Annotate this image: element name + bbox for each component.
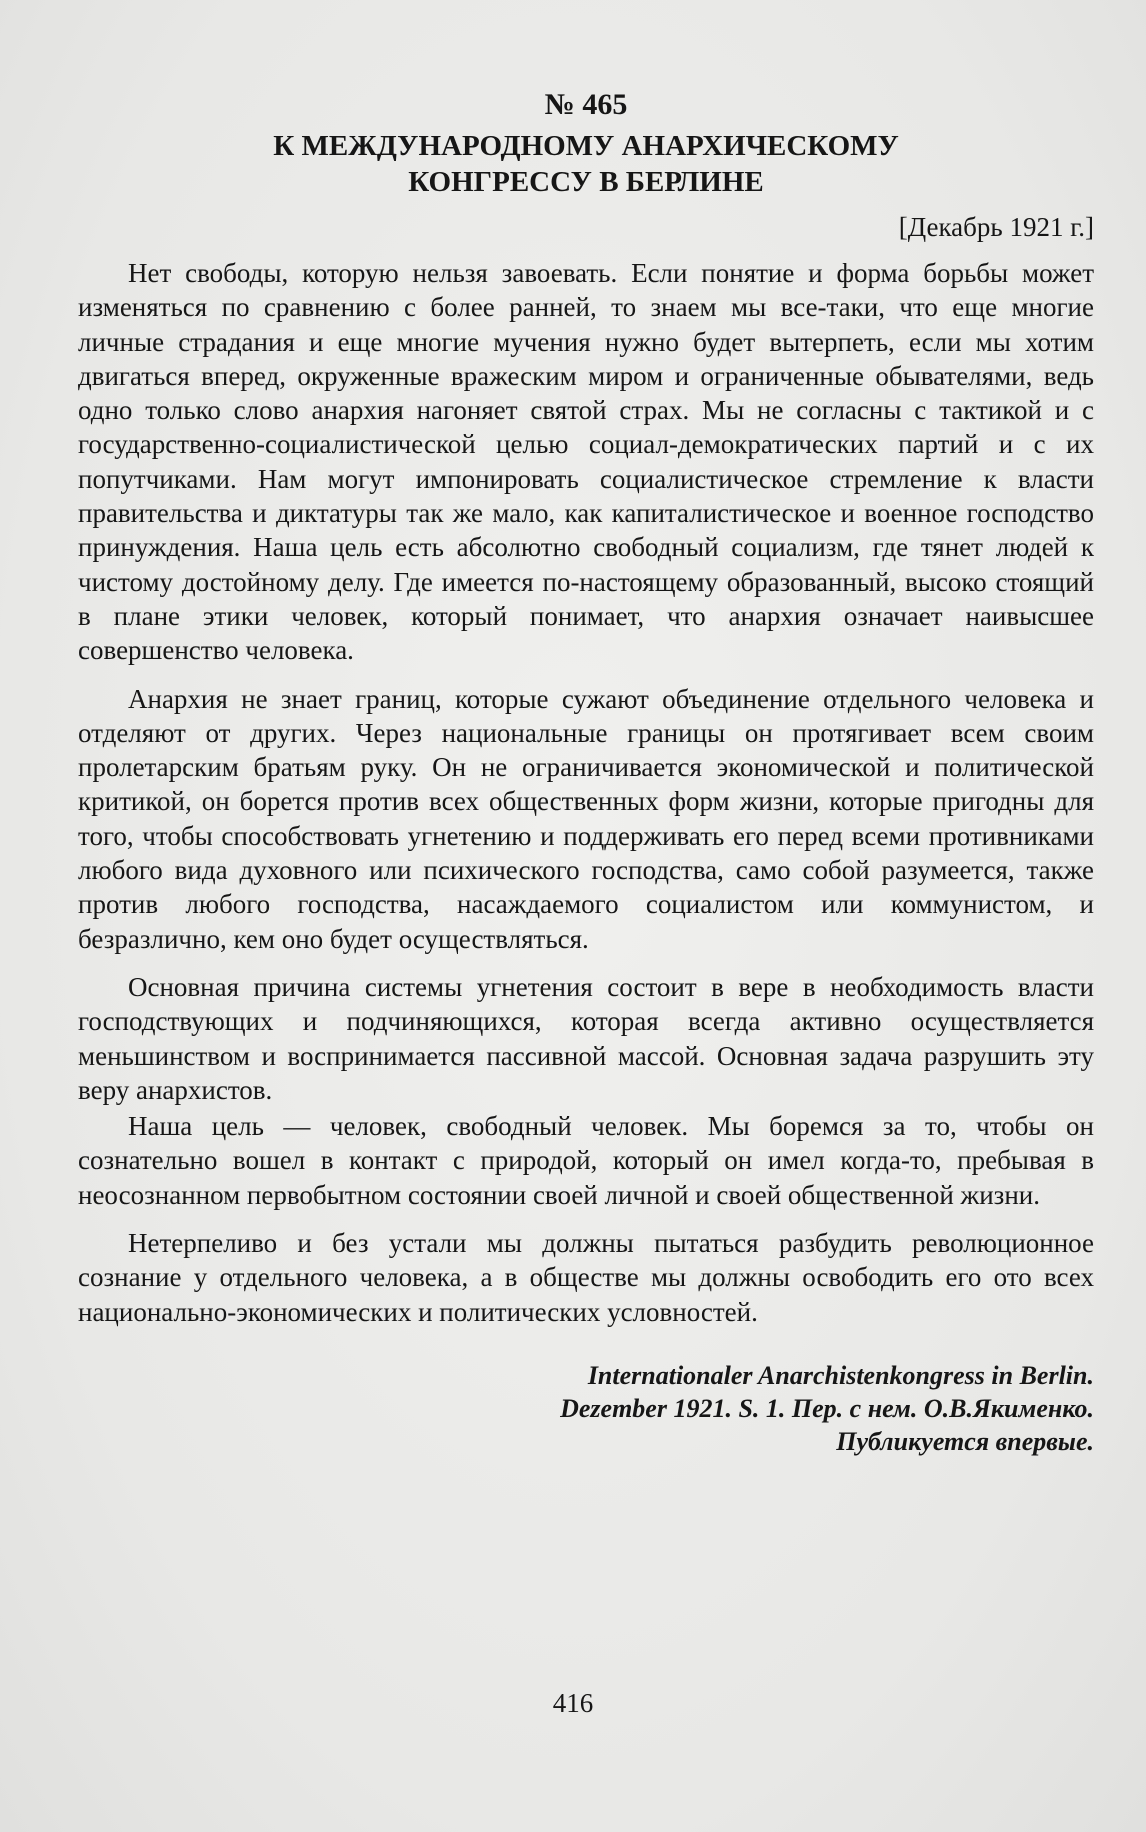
document-number: № 465 — [544, 88, 628, 121]
source-citation — [78, 1359, 1094, 1458]
paragraph-1: Нет свободы, которую нельзя завоевать. Если понятие и форма борьбы может изменяться по сравнению с более ранней, то знаем мы все-таки, что еще многие личные страдания и еще многие мучения нужно будет вытерпеть, если мы хотим двигаться вперед, окруженные вражеским миром и ограниченные обывателями, ведь одно только слово анархия нагоняет святой страх. Мы не согласны с тактикой и с государственно-социалистической целью социал-демократических партий и с их попутчиками. Нам могут импонировать социалистическое стремление к власти правительства и диктатуры так же мало, как капиталистическое и военное господство принуждения. Наша цель есть абсолютно свободный социализм, где тянет людей к чистому достойному делу. Где имеется по-настоящему образованный, высоко стоящий в плане этики человек, который понимает, что анархия означает наивысшее совершенство человека. — [78, 258, 1094, 666]
source-line-3: Публикуется впервые. — [836, 1426, 1094, 1456]
document-date: [Декабрь 1921 г.] — [898, 212, 1094, 242]
paragraph-2: Анархия не знает границ, которые сужают объединение отдельного человека и отделяют от других. Через национальные границы он протягивает всем своим пролетарским братьям руку. Он не ограничивается экономической и политической критикой, он борется против всех общественных форм жизни, которые пригодны для того, чтобы способствовать угнетению и поддерживать его перед всеми противниками любого вида духовного или психического господства, само собой разумеется, также против любого господства, насаждаемого социалистом или коммунистом, и безразлично, кем оно будет осуществляться. — [78, 683, 1094, 954]
page-number: 416 — [552, 1688, 594, 1718]
paragraph-5: Нетерпеливо и без устали мы должны пытаться разбудить революционное сознание у отдельного человека, а в обществе мы должны освободить его ото всех национально-экономических и политических условностей. — [78, 1228, 1094, 1327]
source-line-2: Dezember 1921. S. 1. Пер. с нем. О.В.Якименко. — [560, 1393, 1094, 1423]
document-title — [78, 128, 1094, 200]
title-line-1: К МЕЖДУНАРОДНОМУ АНАРХИЧЕСКОМУ — [273, 130, 899, 162]
source-line-1: Internationaler Anarchistenkongress in Berlin. — [587, 1360, 1094, 1390]
document-body — [78, 88, 1094, 1458]
paragraph-3: Основная причина системы угнетения состоит в вере в необходимость власти господствующих и подчиняющихся, которая всегда активно осуществляется меньшинством и воспринимается пассивной массой. Основная задача разрушить эту веру анархистов. — [78, 971, 1094, 1105]
title-line-2: КОНГРЕССУ В БЕРЛИНЕ — [408, 166, 764, 198]
paragraph-4: Наша цель — человек, свободный человек. Мы боремся за то, чтобы он сознательно вошел в контакт с природой, который он имел когда-то, пребывая в неосознанном первобытном состоянии своей личной и своей общественной жизни. — [78, 1111, 1094, 1210]
